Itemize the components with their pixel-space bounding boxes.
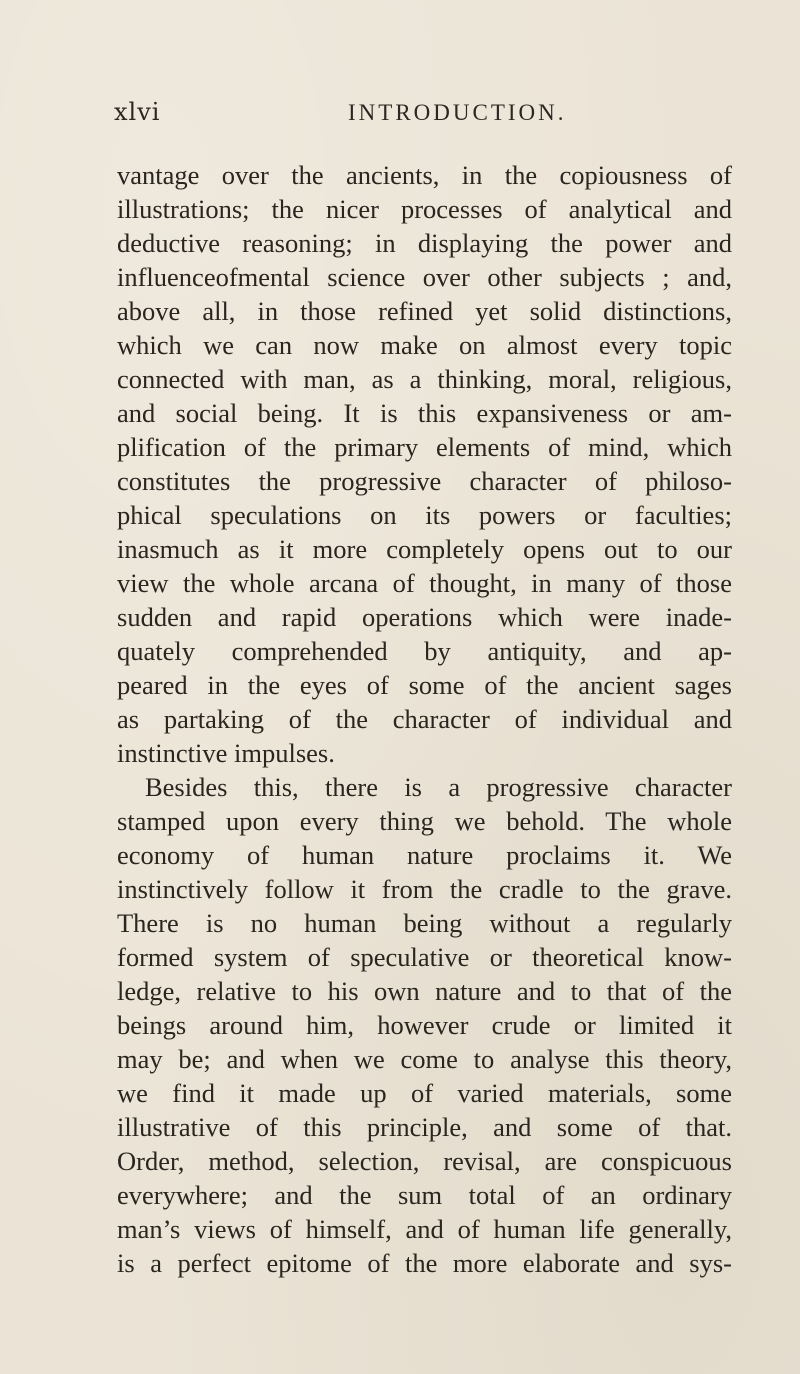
text-line: constitutes the progressive character of philoso- <box>117 466 732 496</box>
text-line: plification of the primary elements of mind, which <box>117 432 732 462</box>
text-line: everywhere; and the sum total of an ordinary <box>117 1180 732 1210</box>
text-line: quately comprehended by antiquity, and ap- <box>117 636 732 666</box>
text-line: influenceofmental science over other subjects ; and, <box>117 262 732 292</box>
text-line: as partaking of the character of individual and <box>117 704 732 734</box>
text-line: inasmuch as it more completely opens out to our <box>117 534 732 564</box>
page-number: xlvi <box>114 98 161 126</box>
text-line: view the whole arcana of thought, in many of those <box>117 568 732 598</box>
text-line: is a perfect epitome of the more elaborate and sys- <box>117 1248 732 1278</box>
text-line: we find it made up of varied materials, some <box>117 1078 732 1108</box>
text-line: above all, in those refined yet solid distinctions, <box>117 296 732 326</box>
text-line: There is no human being without a regularly <box>117 908 732 938</box>
text-line: phical speculations on its powers or faculties; <box>117 500 732 530</box>
text-line: vantage over the ancients, in the copiousness of <box>117 160 732 190</box>
text-line: deductive reasoning; in displaying the power and <box>117 228 732 258</box>
text-line: Besides this, there is a progressive character <box>145 772 732 802</box>
running-head: INTRODUCTION. <box>348 100 567 125</box>
text-line: may be; and when we come to analyse this theory, <box>117 1044 732 1074</box>
text-line: peared in the eyes of some of the ancient sages <box>117 670 732 700</box>
text-line: beings around him, however crude or limited it <box>117 1010 732 1040</box>
text-line: stamped upon every thing we behold. The whole <box>117 806 732 836</box>
text-line: instinctively follow it from the cradle to the grave. <box>117 874 732 904</box>
text-line: instinctive impulses. <box>117 738 335 768</box>
text-line: and social being. It is this expansiveness or am- <box>117 398 732 428</box>
text-line: illustrative of this principle, and some of that. <box>117 1112 732 1142</box>
text-line: which we can now make on almost every topic <box>117 330 732 360</box>
text-line: formed system of speculative or theoretical know- <box>117 942 732 972</box>
text-line: economy of human nature proclaims it. We <box>117 840 732 870</box>
text-line: sudden and rapid operations which were inade- <box>117 602 732 632</box>
body-text <box>117 158 732 1280</box>
text-line: ledge, relative to his own nature and to that of the <box>117 976 732 1006</box>
text-line: Order, method, selection, revisal, are conspicuous <box>117 1146 732 1176</box>
text-line: man’s views of himself, and of human life generally, <box>117 1214 732 1244</box>
text-line: illustrations; the nicer processes of analytical and <box>117 194 732 224</box>
page-header <box>114 98 734 138</box>
text-line: connected with man, as a thinking, moral, religious, <box>117 364 732 394</box>
